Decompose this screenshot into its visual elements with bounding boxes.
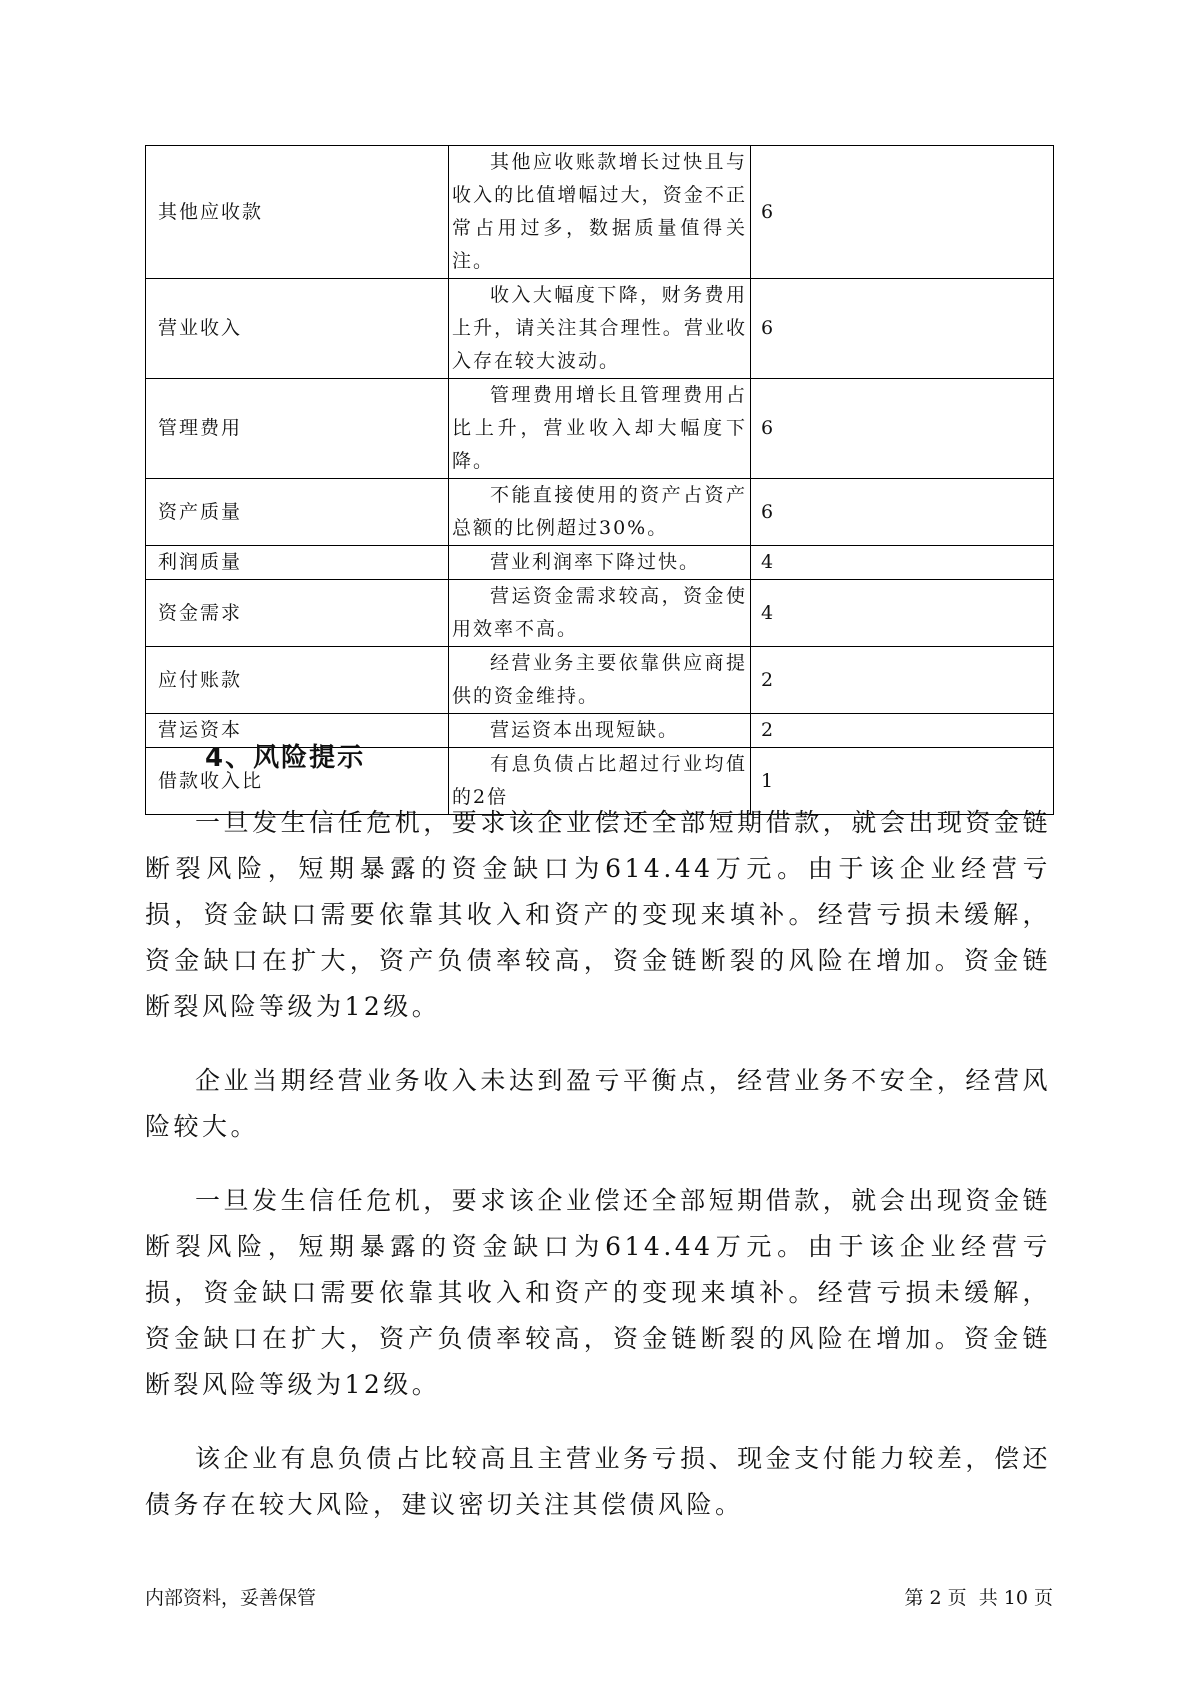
footer-confidential-note: 内部资料，妥善保管 — [145, 1587, 317, 1609]
paragraph: 企业当期经营业务收入未达到盈亏平衡点，经营业务不安全，经营风险较大。 — [145, 1066, 1051, 1141]
indicator-score: 4 — [751, 546, 1054, 580]
indicator-name: 资产质量 — [146, 479, 449, 546]
indicator-description: 其他应收账款增长过快且与收入的比值增幅过大，资金不正常占用过多，数据质量值得关注。 — [449, 146, 751, 279]
indicator-score: 4 — [751, 580, 1054, 647]
table-row — [146, 647, 1054, 714]
indicator-score: 6 — [751, 146, 1054, 279]
indicator-description: 收入大幅度下降，财务费用上升，请关注其合理性。营业收入存在较大波动。 — [449, 279, 751, 379]
indicator-score: 6 — [751, 379, 1054, 479]
indicator-score: 1 — [751, 748, 1054, 815]
indicator-description: 营运资本出现短缺。 — [449, 714, 751, 748]
indicator-description: 经营业务主要依靠供应商提供的资金维持。 — [449, 647, 751, 714]
indicator-description: 有息负债占比超过行业均值的2倍 — [449, 748, 751, 815]
footer-page-number: 第 2 页 共 10 页 — [904, 1587, 1053, 1609]
table-row — [146, 546, 1054, 580]
indicator-score: 6 — [751, 479, 1054, 546]
section-heading: 4、风险提示 — [205, 743, 366, 773]
indicator-description: 营运资金需求较高，资金使用效率不高。 — [449, 580, 751, 647]
table-row — [146, 146, 1054, 279]
table-row — [146, 580, 1054, 647]
indicator-score: 2 — [751, 714, 1054, 748]
indicator-name: 营业收入 — [146, 279, 449, 379]
indicator-name: 借款收入比 — [146, 748, 449, 815]
indicator-description: 不能直接使用的资产占资产总额的比例超过30%。 — [449, 479, 751, 546]
indicator-description: 营业利润率下降过快。 — [449, 546, 751, 580]
indicator-description: 管理费用增长且管理费用占比上升，营业收入却大幅度下降。 — [449, 379, 751, 479]
risk-paragraphs — [145, 800, 1051, 1556]
paragraph: 一旦发生信任危机，要求该企业偿还全部短期借款，就会出现资金链断裂风险，短期暴露的资金缺口为614.44万元。由于该企业经营亏损，资金缺口需要依靠其收入和资产的变现来填补。经营亏损未缓解，资金缺口在扩大，资产负债率较高，资金链断裂的风险在增加。资金链断裂风险等级为12级。 — [145, 1186, 1051, 1399]
paragraph: 一旦发生信任危机，要求该企业偿还全部短期借款，就会出现资金链断裂风险，短期暴露的资金缺口为614.44万元。由于该企业经营亏损，资金缺口需要依靠其收入和资产的变现来填补。经营亏损未缓解，资金缺口在扩大，资产负债率较高，资金链断裂的风险在增加。资金链断裂风险等级为12级。 — [145, 808, 1051, 1021]
table-row — [146, 279, 1054, 379]
table-row — [146, 479, 1054, 546]
indicator-name: 应付账款 — [146, 647, 449, 714]
risk-indicator-table — [145, 145, 1054, 815]
indicator-name: 营运资本 — [146, 714, 449, 748]
indicator-name: 管理费用 — [146, 379, 449, 479]
paragraph: 该企业有息负债占比较高且主营业务亏损、现金支付能力较差，偿还债务存在较大风险，建议密切关注其偿债风险。 — [145, 1444, 1051, 1519]
indicator-name: 资金需求 — [146, 580, 449, 647]
table-row — [146, 379, 1054, 479]
indicator-name: 其他应收款 — [146, 146, 449, 279]
indicator-score: 2 — [751, 647, 1054, 714]
indicator-name: 利润质量 — [146, 546, 449, 580]
indicator-score: 6 — [751, 279, 1054, 379]
